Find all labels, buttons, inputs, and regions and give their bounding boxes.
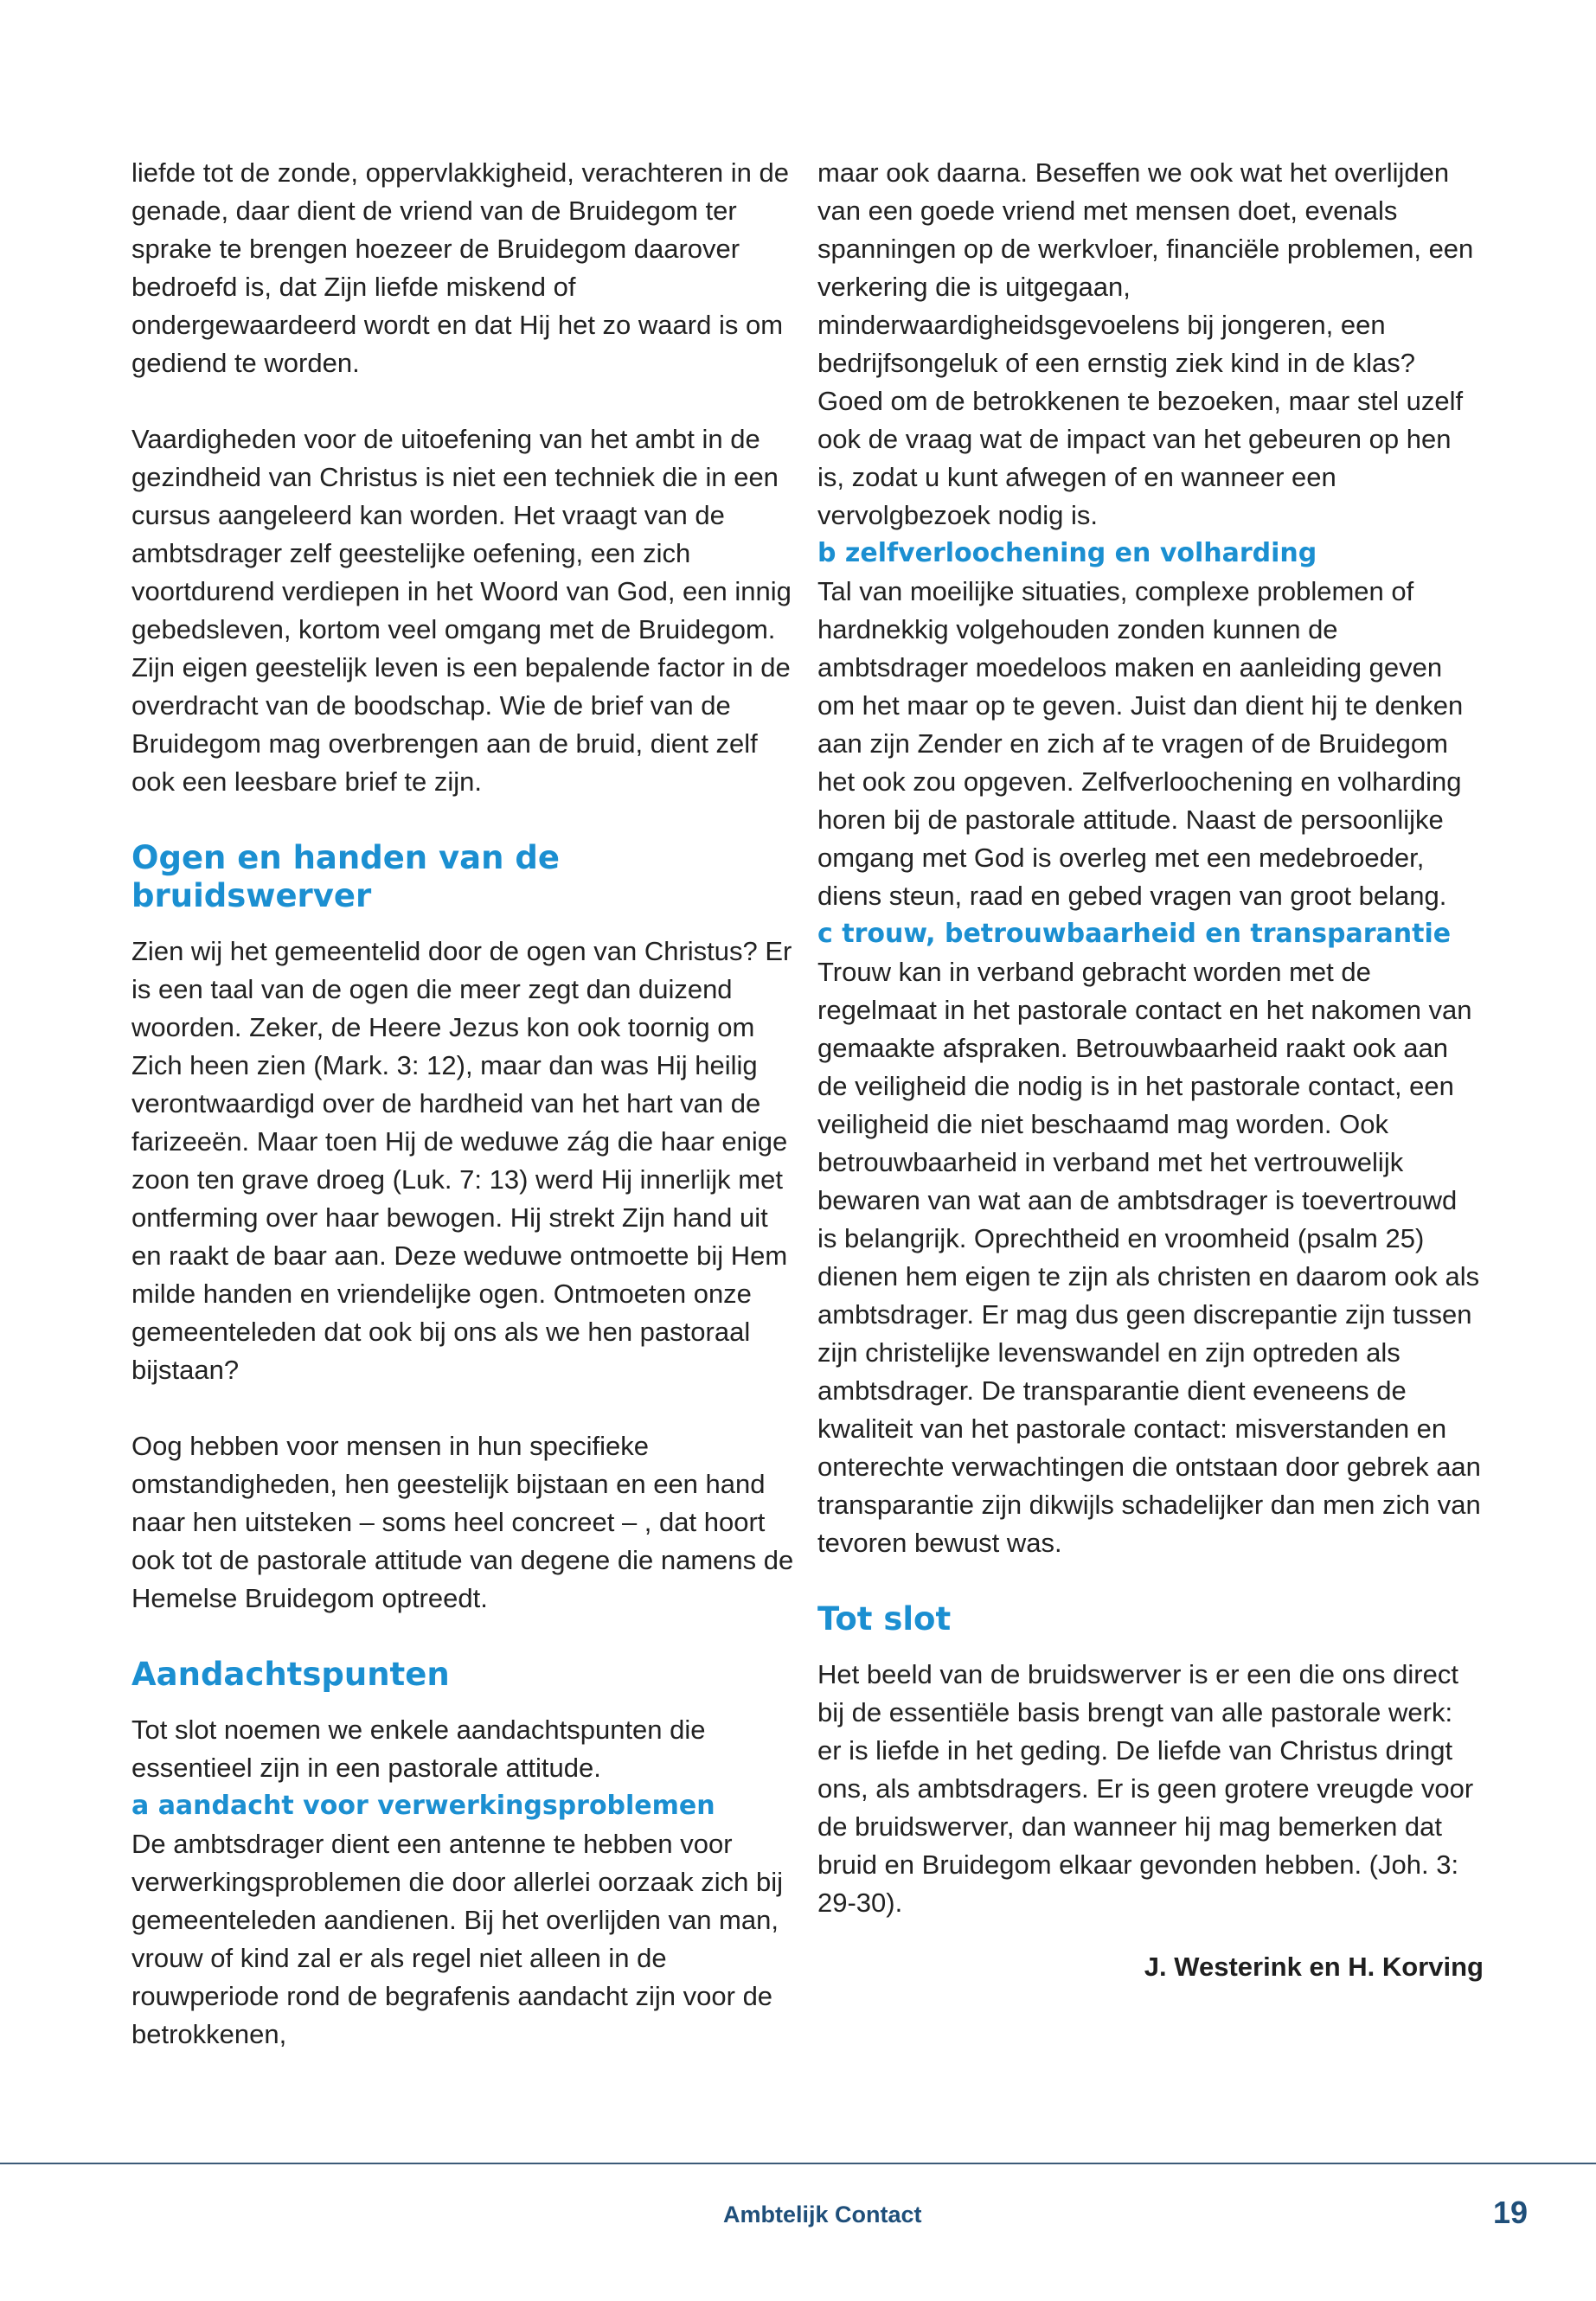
left-column (131, 154, 798, 2054)
subheading-a: a aandacht voor verwerkingsproblemen (131, 1791, 715, 1821)
heading-gap (131, 1694, 798, 1711)
paragraph-gap (131, 801, 798, 839)
paragraph-gap (131, 1389, 798, 1427)
footer-page-number: 19 (1493, 2195, 1529, 2230)
footer-divider (0, 2163, 1596, 2164)
author-credit: J. Westerink en H. Korving (1144, 1952, 1484, 1982)
heading-gap (817, 1638, 1484, 1656)
section-heading-ogen-en-handen: Ogen en handen van de bruidswerver (131, 839, 560, 914)
paragraph-gap (131, 382, 798, 420)
paragraph-gap (131, 1618, 798, 1656)
subheading-b: b zelfverloochening en volharding (817, 538, 1317, 568)
body-paragraph: Tal van moeilijke situaties, complexe problemen of hardnekkig volgehouden zonden kunnen de ambtsdrager moedeloos maken en aanleiding geven om het maar op te geven. Juist dan dient hij te denken aan zijn Zender en zich af te vragen of de Bruidegom het ook zou opgeven. Zelfverloochening en volharding horen bij de pastorale attitude. Naast de persoonlijke omgang met God is overleg met een medebroeder, diens steun, raad en gebed vragen van groot belang. (817, 576, 1464, 911)
body-paragraph: maar ook daarna. Beseffen we ook wat het overlijden van een goede vriend met mensen doet, evenals spanningen op de werkvloer, financiële problemen, een verkering die is uitgegaan, minderwaardigheidsgevoelens bij jongeren, een bedrijfsongeluk of een ernstig ziek kind in de klas? Goed om de betrokkenen te bezoeken, maar stel uzelf ook de vraag wat de impact van het gebeuren op hen is, zodat u kunt afwegen of en wanneer een vervolgbezoek nodig is. (817, 157, 1474, 530)
body-paragraph: Oog hebben voor mensen in hun specifieke omstandigheden, hen geestelijk bijstaan en een hand naar hen uitsteken – soms heel concreet – , dat hoort ook tot de pastorale attitude van degene die namens de Hemelse Bruidegom optreedt. (131, 1431, 794, 1613)
body-paragraph: Vaardigheden voor de uitoefening van het ambt in de gezindheid van Christus is niet een techniek die in een cursus aangeleerd kan worden. Het vraagt van de ambtsdrager zelf geestelijke oefening, een zich voortdurend verdiepen in het Woord van God, een innig gebedsleven, kortom veel omgang met de Bruidegom. Zijn eigen geestelijk leven is een bepalende factor in de overdracht van de boodschap. Wie de brief van de Bruidegom mag overbrengen aan de bruid, dient zelf ook een leesbare brief te zijn. (131, 424, 792, 797)
body-paragraph: Zien wij het gemeentelid door de ogen van Christus? Er is een taal van de ogen die meer zegt dan duizend woorden. Zeker, de Heere Jezus kon ook toornig om Zich heen zien (Mark. 3: 12), maar dan was Hij heilig verontwaardigd over de hardheid van het hart van de farizeeën. Maar toen Hij de weduwe zág die haar enige zoon ten grave droeg (Luk. 7: 13) werd Hij innerlijk met ontferming over haar bewogen. Hij strekt Zijn hand uit en raakt de baar aan. Deze weduwe ontmoette bij Hem milde handen en vriendelijke ogen. Ontmoeten onze gemeenteleden dat ook bij ons als we hen pastoraal bijstaan? (131, 936, 792, 1385)
heading-gap (131, 915, 798, 933)
right-column (817, 154, 1484, 1986)
paragraph-gap (817, 1562, 1484, 1600)
subheading-c: c trouw, betrouwbaarheid en transparantie (817, 919, 1452, 949)
body-paragraph: De ambtsdrager dient een antenne te hebben voor verwerkingsproblemen die door allerlei oorzaak zich bij gemeenteleden aandienen. Bij het overlijden van man, vrouw of kind zal er als regel niet alleen in de rouwperiode rond de begrafenis aandacht zijn voor de betrokkenen, (131, 1829, 783, 2049)
body-paragraph: Het beeld van de bruidswerver is er een die ons direct bij de essentiële basis brengt van alle pastorale werk: er is liefde in het geding. De liefde van Christus dringt ons, als ambtsdragers. Er is geen grotere vreugde voor de bruidswerver, dan wanneer hij mag bemerken dat bruid en Bruidegom elkaar gevonden hebben. (Joh. 3: 29-30). (817, 1659, 1474, 1918)
footer-publication-title: Ambtelijk Contact (723, 2202, 922, 2227)
section-heading-tot-slot: Tot slot (817, 1600, 952, 1638)
body-paragraph: Tot slot noemen we enkele aandachtspunten die essentieel zijn in een pastorale attitude. (131, 1715, 706, 1783)
body-paragraph: Trouw kan in verband gebracht worden met de regelmaat in het pastorale contact en het nakomen van gemaakte afspraken. Betrouwbaarheid raakt ook aan de veiligheid die nodig is in het pastorale contact, een veiligheid die niet beschaamd mag worden. Ook betrouwbaarheid in verband met het vertrouwelijk bewaren van wat aan de ambtsdrager is toevertrouwd is belangrijk. Oprechtheid en vroomheid (psalm 25) dienen hem eigen te zijn als christen en daarom ook als ambtsdrager. Er mag dus geen discrepantie zijn tussen zijn christelijke levenswandel en zijn optreden als ambtsdrager. De transparantie dient eveneens de kwaliteit van het pastorale contact: misverstanden en onterechte verwachtingen die ontstaan door gebrek aan transparantie zijn dikwijls schadelijker dan men zich van tevoren bewust was. (817, 957, 1481, 1558)
section-heading-aandachtspunten: Aandachtspunten (131, 1656, 450, 1693)
body-paragraph: liefde tot de zonde, oppervlakkigheid, verachteren in de genade, daar dient de vriend van de Bruidegom ter sprake te brengen hoezeer de Bruidegom daarover bedroefd is, dat Zijn liefde miskend of ondergewaardeerd wordt en dat Hij het zo waard is om gediend te worden. (131, 157, 789, 378)
